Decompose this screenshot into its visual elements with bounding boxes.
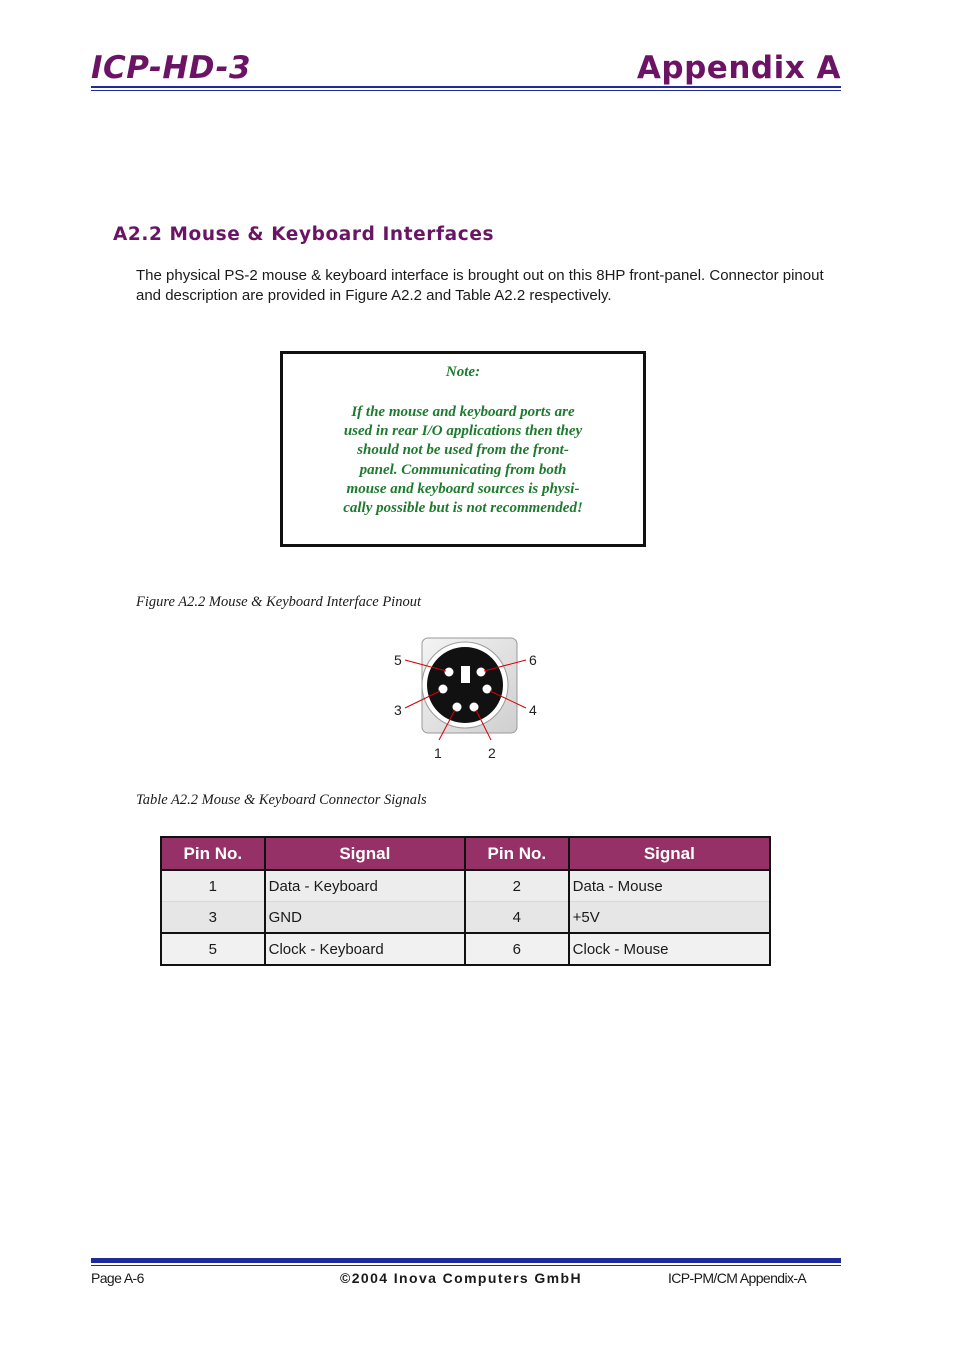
pin-label-6: 6	[529, 652, 537, 668]
pin-label-4: 4	[529, 702, 537, 718]
header-rule	[91, 86, 841, 88]
signal-cell: Data - Keyboard	[265, 870, 465, 902]
table-header-row	[161, 837, 770, 870]
table-row	[161, 870, 770, 902]
document-title: ICP-HD-3	[91, 50, 252, 86]
pin-label-2: 2	[488, 745, 496, 761]
signal-table	[160, 836, 771, 966]
copyright: ©2004 Inova Computers GmbH	[340, 1270, 582, 1286]
column-header: Signal	[569, 837, 770, 870]
connector-key	[461, 666, 470, 683]
note-line: should not be used from the front-	[357, 442, 569, 459]
footer-rule-thin	[91, 1265, 841, 1266]
connector-body	[427, 647, 503, 723]
page-number: Page A-6	[91, 1270, 144, 1286]
note-title: Note:	[445, 364, 481, 380]
table-row	[161, 902, 770, 934]
footer-rule	[91, 1258, 841, 1263]
pin-cell: 2	[465, 870, 569, 902]
document-reference: ICP-PM/CM Appendix-A	[668, 1270, 807, 1286]
pin-label-3: 3	[394, 702, 402, 718]
header-rule-thin	[91, 90, 841, 91]
signal-cell: Data - Mouse	[569, 870, 770, 902]
note-box	[280, 351, 646, 547]
pin-4	[483, 685, 492, 694]
table-caption: Table A2.2 Mouse & Keyboard Connector Signals	[136, 792, 427, 808]
note-line: If the mouse and keyboard ports are	[351, 404, 575, 420]
note-text	[283, 403, 643, 518]
note-line: used in rear I/O applications then they	[343, 423, 583, 440]
pin-1	[453, 703, 462, 712]
ps2-connector-diagram	[380, 630, 560, 765]
pin-3	[439, 685, 448, 694]
appendix-title: Appendix A	[636, 50, 841, 86]
table-row	[161, 933, 770, 965]
intro-paragraph: The physical PS-2 mouse & keyboard interface is brought out on this 8HP front-panel. Connector pinout and description are provided in Figure A2.2 and Table A2.2 respectively.	[136, 267, 824, 304]
pin-cell: 4	[465, 902, 569, 934]
note-line: mouse and keyboard sources is physi-	[346, 480, 580, 497]
column-header: Signal	[265, 837, 465, 870]
pin-5	[445, 668, 454, 677]
signal-cell: Clock - Mouse	[569, 933, 770, 965]
signal-cell: +5V	[569, 902, 770, 934]
figure-caption: Figure A2.2 Mouse & Keyboard Interface Pinout	[136, 594, 421, 610]
pin-2	[470, 703, 479, 712]
note-line: panel. Communicating from both	[359, 461, 567, 478]
pin-label-5: 5	[394, 652, 402, 668]
pin-6	[477, 668, 486, 677]
pin-label-1: 1	[434, 745, 442, 761]
column-header: Pin No.	[161, 837, 265, 870]
note-line: cally possible but is not recommended!	[343, 500, 583, 517]
column-header: Pin No.	[465, 837, 569, 870]
pin-cell: 6	[465, 933, 569, 965]
pin-cell: 1	[161, 870, 265, 902]
signal-cell: Clock - Keyboard	[265, 933, 465, 965]
section-heading: A2.2 Mouse & Keyboard Interfaces	[113, 224, 495, 245]
pin-cell: 5	[161, 933, 265, 965]
signal-cell: GND	[265, 902, 465, 934]
pin-cell: 3	[161, 902, 265, 934]
